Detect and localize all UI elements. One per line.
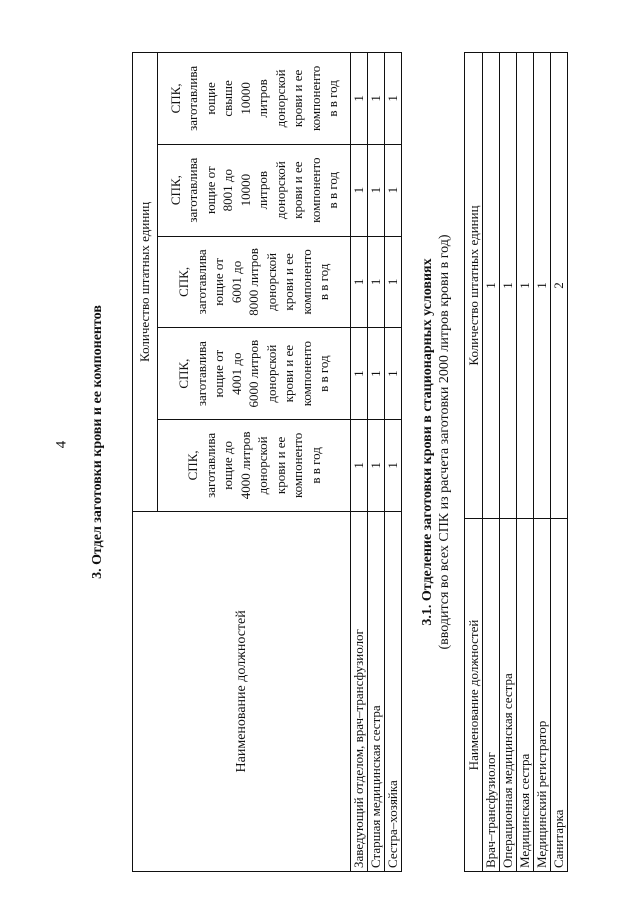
column-header-line: 6001 до: [228, 260, 244, 304]
page-number: 4: [53, 440, 70, 449]
column-header-line: крови и ее: [281, 253, 297, 311]
staff-count-cell: 1: [385, 236, 402, 328]
column-header-line: в в год: [325, 80, 340, 117]
table-row: [534, 53, 551, 872]
column-header-line: СПК,: [167, 83, 183, 114]
table-row: [517, 53, 534, 872]
position-name: Санитарка: [551, 519, 568, 872]
position-name: Операционная медицинская сестра: [500, 519, 517, 872]
header-staff-count: Количество штатных единиц: [133, 53, 158, 512]
column-header-line: ющие: [202, 82, 218, 115]
staff-count-cell: 1: [385, 53, 402, 145]
column-header-line: ющие от: [202, 166, 218, 215]
column-header-capacity-1: [158, 420, 351, 512]
column-header-line: заготавлива: [193, 341, 209, 407]
staff-count-cell: 1: [351, 236, 368, 328]
position-name: Медицинская сестра: [517, 519, 534, 872]
column-header-line: СПК,: [176, 266, 192, 297]
staff-count-cell: 1: [368, 328, 385, 420]
staff-count-cell: 1: [368, 420, 385, 512]
staff-count-cell: 1: [500, 53, 517, 519]
column-header-line: крови и ее: [272, 436, 288, 495]
column-header-line: в в год: [307, 447, 323, 484]
staff-count-cell: 1: [534, 53, 551, 519]
column-header-line: СПК,: [185, 450, 200, 481]
header-staff-count: Количество штатных единиц: [465, 53, 483, 519]
staffing-table-blood-collection-department: [132, 52, 402, 872]
position-name: Старшая медицинская сестра: [368, 511, 385, 871]
column-header-line: СПК,: [176, 358, 192, 389]
subsection-title: 3.1. Отделение заготовки крови в стационарных условиях: [420, 258, 435, 626]
column-header-line: СПК,: [167, 175, 183, 206]
column-header-line: компоненто: [298, 340, 314, 407]
column-header-line: донорской: [272, 161, 288, 220]
column-header-line: ющие до: [220, 440, 235, 490]
column-header-capacity-5: [158, 53, 351, 145]
position-name: Заведующий отделом, врач–трансфузиолог: [351, 511, 368, 871]
column-header-line: 10000: [237, 173, 253, 207]
table-row: [483, 53, 500, 872]
column-header-line: заготавлива: [185, 65, 200, 131]
staff-count-cell: 1: [368, 236, 385, 328]
staff-count-cell: 1: [368, 144, 385, 236]
column-header-line: заготавлива: [185, 157, 200, 223]
column-header-line: компоненто: [298, 249, 314, 315]
header-position-names: Наименование должностей: [465, 519, 483, 872]
column-header-line: компоненто: [307, 65, 323, 132]
staff-count-cell: 2: [551, 53, 568, 519]
column-header-line: ющие от: [211, 258, 227, 306]
table-row: [385, 53, 402, 872]
staff-count-cell: 1: [351, 328, 368, 420]
column-header-line: компоненто: [307, 157, 323, 223]
staff-count-cell: 1: [483, 53, 500, 519]
column-header-line: крови и ее: [281, 344, 297, 403]
column-header-line: 6000 литров: [246, 339, 262, 408]
table-row: [500, 53, 517, 872]
column-header-line: 4001 до: [228, 352, 244, 395]
column-header-line: в в год: [316, 355, 332, 392]
column-header-line: крови и ее: [290, 161, 305, 219]
column-header-line: 4000 литров: [237, 431, 253, 500]
position-name: Сестра–хозяйка: [385, 511, 402, 871]
column-header-line: 8001 до: [220, 168, 235, 212]
staff-count-cell: 1: [368, 53, 385, 145]
staff-count-cell: 1: [351, 420, 368, 512]
staffing-table-inpatient-collection: [464, 52, 568, 872]
column-header-line: ющие от: [211, 349, 227, 398]
column-header-line: компоненто: [290, 432, 305, 499]
column-header-line: 8000 литров: [246, 248, 262, 316]
staff-count-cell: 1: [385, 144, 402, 236]
column-header-capacity-2: [158, 328, 351, 420]
column-header-line: заготавлива: [193, 249, 209, 315]
column-header-capacity-3: [158, 236, 351, 328]
column-header-line: литров: [255, 79, 270, 118]
column-header-line: 10000: [237, 82, 253, 115]
column-header-line: свыше: [220, 80, 235, 117]
column-header-line: в в год: [316, 263, 332, 301]
subsection-subtitle: (вводится во всех СПК из расчета заготовки 2000 литров крови в год): [437, 234, 452, 650]
column-header-line: крови и ее: [290, 69, 305, 128]
position-name: Врач–трансфузиолог: [483, 519, 500, 872]
column-header-line: донорской: [255, 436, 270, 495]
staff-count-cell: 1: [351, 144, 368, 236]
column-header-line: заготавлива: [202, 432, 218, 498]
column-header-line: литров: [255, 170, 270, 210]
staff-count-cell: 1: [517, 53, 534, 519]
header-position-names: Наименование должностей: [133, 511, 351, 871]
column-header-line: донорской: [263, 252, 279, 311]
section-title: 3. Отдел заготовки крови и ее компонентов: [90, 305, 105, 579]
table-row: [368, 53, 385, 872]
position-name: Медицинский регистратор: [534, 519, 551, 872]
column-header-line: в в год: [325, 171, 340, 209]
staff-count-cell: 1: [385, 328, 402, 420]
table-row: [551, 53, 568, 872]
column-header-capacity-4: [158, 144, 351, 236]
staff-count-cell: 1: [385, 420, 402, 512]
column-header-line: донорской: [263, 344, 279, 403]
table-row: [351, 53, 368, 872]
column-header-line: донорской: [272, 69, 288, 128]
rotated-page-content: [40, 2, 600, 882]
staff-count-cell: 1: [351, 53, 368, 145]
